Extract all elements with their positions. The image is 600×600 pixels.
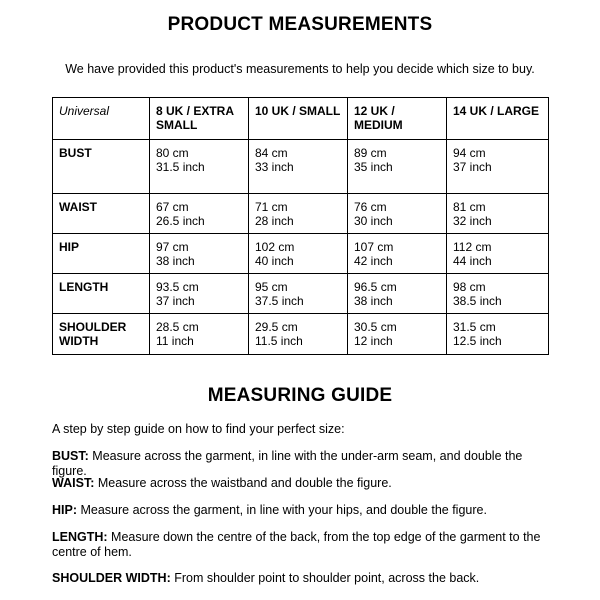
cell-cm: 96.5 cm [354, 280, 397, 294]
cell-inch: 44 inch [453, 254, 492, 268]
table-cell [150, 194, 249, 234]
table-cell [447, 194, 549, 234]
cell-inch: 26.5 inch [156, 214, 205, 228]
cell-inch: 11.5 inch [255, 334, 303, 348]
cell-cm: 102 cm [255, 240, 295, 254]
guide-term: LENGTH: [52, 530, 108, 544]
cell-cm: 107 cm [354, 240, 394, 254]
guide-item-hip [52, 503, 552, 518]
guide-intro: A step by step guide on how to find your perfect size: [52, 422, 345, 436]
guide-term: SHOULDER WIDTH: [52, 571, 171, 585]
cell-cm: 28.5 cm [156, 320, 199, 334]
cell-cm: 80 cm [156, 146, 189, 160]
cell-inch: 32 inch [453, 214, 492, 228]
cell-inch: 31.5 inch [156, 160, 205, 174]
cell-cm: 29.5 cm [255, 320, 298, 334]
size-header-s: 10 UK / SMALL [249, 98, 348, 140]
cell-inch: 37 inch [156, 294, 195, 308]
cell-cm: 71 cm [255, 200, 288, 214]
page-title: PRODUCT MEASUREMENTS [167, 14, 433, 35]
cell-cm: 67 cm [156, 200, 189, 214]
size-header-xs: 8 UK / EXTRA SMALL [150, 98, 249, 140]
guide-text: Measure across the garment, in line with your hips, and double the figure. [77, 503, 487, 517]
guide-text: From shoulder point to shoulder point, across the back. [170, 571, 480, 585]
guide-item-waist [52, 476, 552, 491]
table-row [53, 314, 549, 355]
table-cell [447, 234, 549, 274]
table-cell [447, 140, 549, 194]
guide-title: MEASURING GUIDE [207, 385, 393, 406]
table-cell [447, 314, 549, 355]
cell-inch: 37 inch [453, 160, 492, 174]
table-row [53, 140, 549, 194]
cell-cm: 93.5 cm [156, 280, 199, 294]
guide-text: Measure across the waistband and double the figure. [94, 476, 392, 490]
cell-inch: 38.5 inch [453, 294, 502, 308]
cell-inch: 30 inch [354, 214, 393, 228]
cell-cm: 95 cm [255, 280, 288, 294]
table-corner-label: Universal [53, 98, 150, 140]
table-cell [249, 314, 348, 355]
cell-cm: 98 cm [453, 280, 486, 294]
guide-item-bust [52, 449, 552, 479]
table-row [53, 194, 549, 234]
cell-cm: 76 cm [354, 200, 387, 214]
table-cell [348, 234, 447, 274]
row-label: WAIST [53, 194, 150, 234]
row-label: BUST [53, 140, 150, 194]
cell-cm: 31.5 cm [453, 320, 496, 334]
size-header-m: 12 UK / MEDIUM [348, 98, 447, 140]
page-subtitle: We have provided this product's measurements to help you decide which size to buy. [65, 62, 535, 76]
cell-inch: 35 inch [354, 160, 393, 174]
table-row [53, 234, 549, 274]
cell-inch: 37.5 inch [255, 294, 304, 308]
cell-inch: 40 inch [255, 254, 294, 268]
size-header-l: 14 UK / LARGE [447, 98, 549, 140]
table-cell [249, 194, 348, 234]
row-label: SHOULDER WIDTH [53, 314, 150, 355]
guide-term: WAIST: [52, 476, 95, 490]
cell-inch: 11 inch [156, 334, 194, 348]
table-cell [249, 234, 348, 274]
table-cell [348, 194, 447, 234]
table-header-row [53, 98, 549, 140]
guide-term: BUST: [52, 449, 89, 463]
guide-item-length [52, 530, 552, 560]
cell-inch: 12 inch [354, 334, 393, 348]
guide-text: Measure down the centre of the back, from the top edge of the garment to the centre of hem. [52, 530, 541, 559]
cell-cm: 84 cm [255, 146, 288, 160]
guide-text: Measure across the garment, in line with the under-arm seam, and double the figure. [52, 449, 523, 478]
cell-inch: 42 inch [354, 254, 393, 268]
table-cell [348, 274, 447, 314]
table-cell [447, 274, 549, 314]
table-row [53, 274, 549, 314]
table-cell [150, 314, 249, 355]
table-cell [249, 140, 348, 194]
cell-inch: 33 inch [255, 160, 294, 174]
cell-cm: 30.5 cm [354, 320, 397, 334]
table-cell [249, 274, 348, 314]
cell-cm: 94 cm [453, 146, 486, 160]
cell-inch: 38 inch [354, 294, 393, 308]
guide-item-shoulder-width [52, 571, 552, 586]
cell-cm: 81 cm [453, 200, 486, 214]
row-label: LENGTH [53, 274, 150, 314]
table-cell [150, 274, 249, 314]
cell-cm: 89 cm [354, 146, 387, 160]
cell-cm: 97 cm [156, 240, 189, 254]
row-label: HIP [53, 234, 150, 274]
measurements-table [52, 97, 549, 355]
table-cell [348, 140, 447, 194]
table-cell [348, 314, 447, 355]
cell-cm: 112 cm [453, 240, 492, 254]
cell-inch: 38 inch [156, 254, 195, 268]
guide-term: HIP: [52, 503, 77, 517]
cell-inch: 12.5 inch [453, 334, 502, 348]
table-cell [150, 140, 249, 194]
cell-inch: 28 inch [255, 214, 294, 228]
table-cell [150, 234, 249, 274]
